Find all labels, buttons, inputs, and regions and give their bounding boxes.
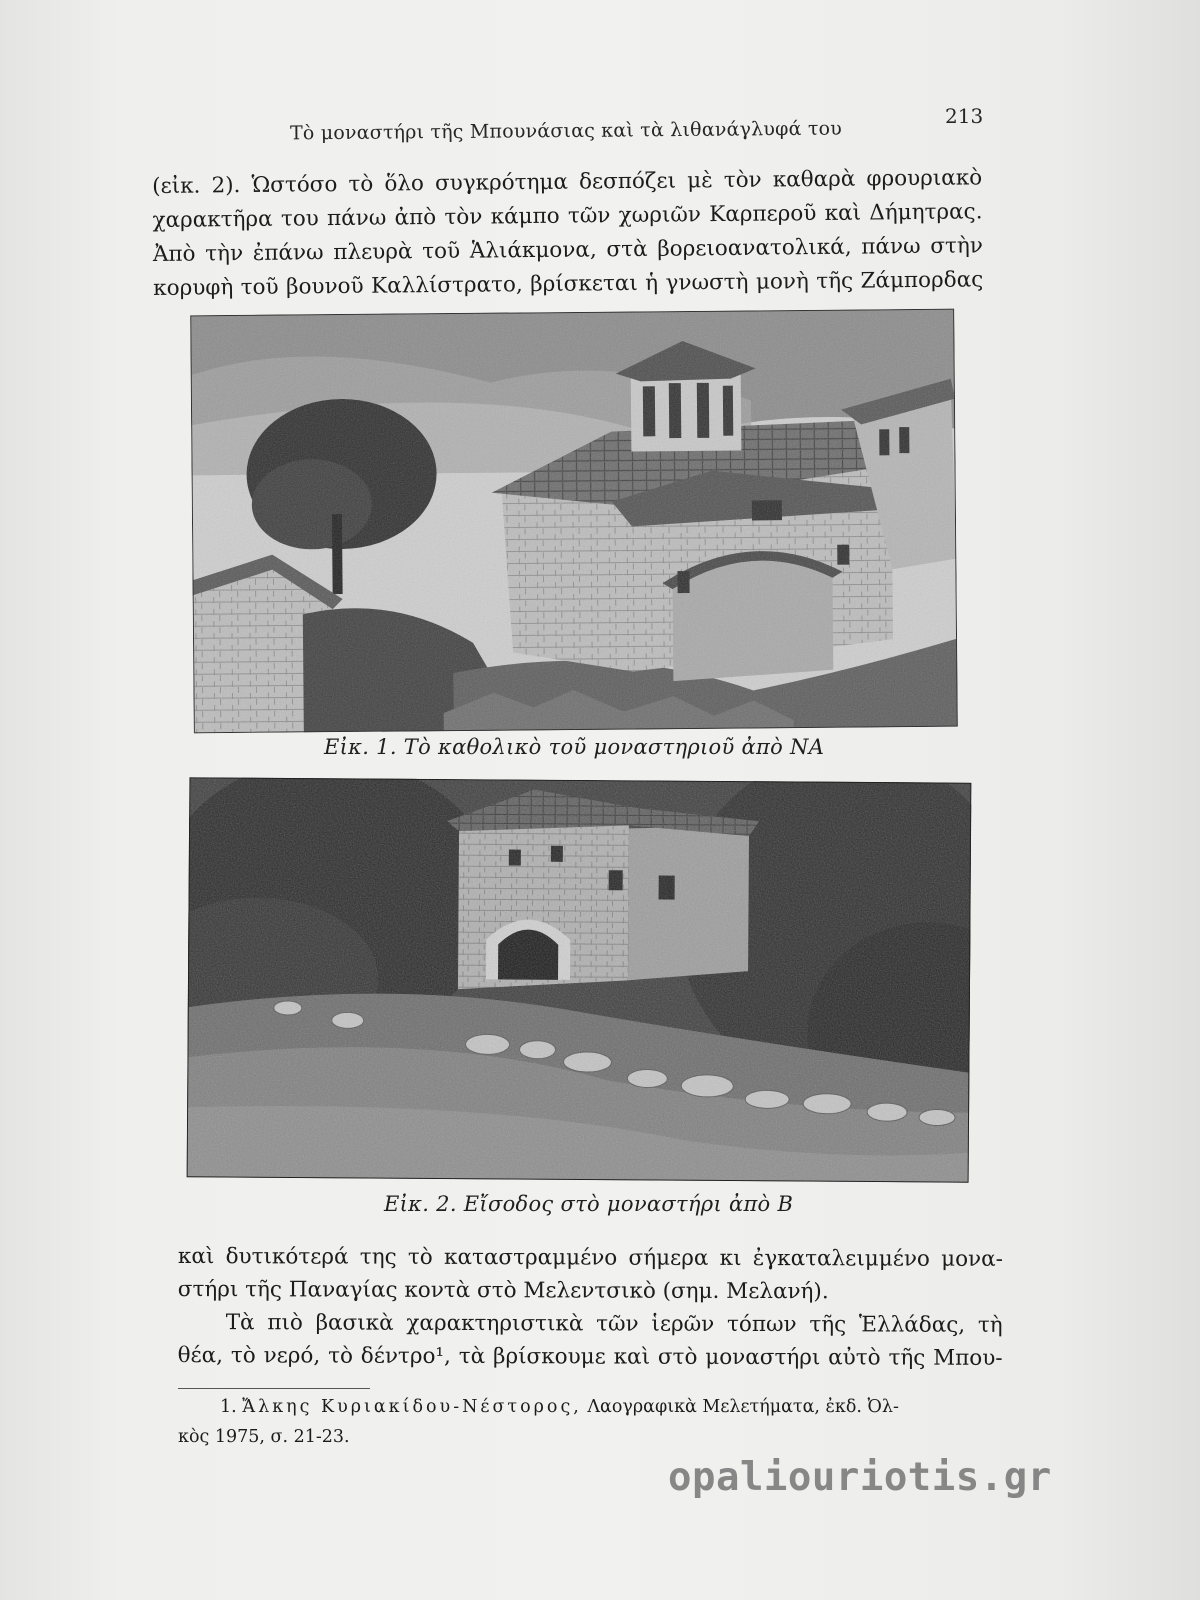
figure-1-caption: Εἰκ. 1. Τὸ καθολικὸ τοῦ μοναστηριοῦ ἀπὸ ΝΑ [324,735,825,759]
figure-1-photo [190,309,958,734]
running-header: Τὸ μοναστήρι τῆς Μπουνάσιας καὶ τὰ λιθανάγλυφά του [289,117,843,145]
footnote-line-2: κὸς 1975, σ. 21-23. [178,1427,350,1447]
text-line: χαρακτῆρα του πάνω ἀπὸ τὸν κάμπο τῶν χωριῶν Καρπεροῦ καὶ Δήμητρας. [152,199,983,233]
text-line: Ἀπὸ τὴν ἐπάνω πλευρὰ τοῦ Ἁλιάκμονα, στὰ βορειοανατολικά, πάνω στὴν [152,233,983,267]
page-number: 213 [945,104,984,128]
footnote-title: Λαογραφικὰ Μελετήματα, ἐκδ. Ὀλ- [587,1397,899,1417]
footnote-line-1 [178,1392,1004,1422]
paragraph-top [152,161,983,306]
watermark: opaliouriotis.gr [668,1455,1052,1500]
text-line: θέα, τὸ νερό, τὸ δέντρο¹, τὰ βρίσκουμε καὶ στὸ μοναστήρι αὐτὸ τῆς Μπου- [177,1342,1003,1371]
footnote-author: Ἄλκης Κυριακίδου-Νέστορος, [242,1397,582,1417]
paragraph-bottom [178,1240,1003,1375]
text-line: στήρι τῆς Παναγίας κοντὰ στὸ Μελεντσικὸ (σημ. Μελανή). [177,1276,829,1305]
footnote-rule [178,1388,370,1389]
footnote-number: 1. [220,1397,237,1417]
figure-2-caption: Εἰκ. 2. Εἴσοδος στὸ μοναστήρι ἀπὸ Β [384,1192,794,1216]
footnote [178,1392,1004,1452]
text-line: Τὰ πιὸ βασικὰ χαρακτηριστικὰ τῶν ἱερῶν τόπων τῆς Ἑλλάδας, τὴ [225,1310,1003,1338]
text-line: κορυφὴ τοῦ βουνοῦ Καλλίστρατο, βρίσκεται ἡ γνωστὴ μονὴ τῆς Ζάμπορδας [153,267,984,301]
figure-2-photo [187,777,972,1182]
text-line: καὶ δυτικότερά της τὸ καταστραμμένο σήμερα κι ἐγκαταλειμμένο μονα- [177,1244,1003,1272]
text-line: (εἰκ. 2). Ὡστόσο τὸ ὅλο συγκρότημα δεσπόζει μὲ τὸν καθαρὰ φρουριακὸ [152,165,983,199]
